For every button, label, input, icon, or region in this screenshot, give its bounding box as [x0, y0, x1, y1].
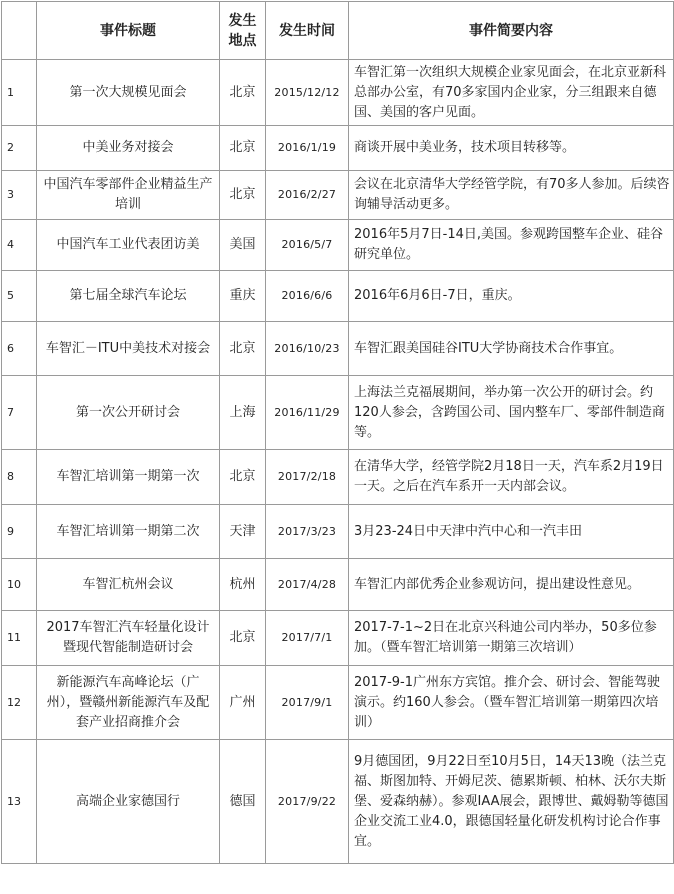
- table-row: [2, 505, 674, 559]
- event-title: 车智汇培训第一期第二次: [37, 505, 220, 559]
- event-summary: 3月23-24日中天津中汽中心和一汽丰田: [349, 505, 674, 559]
- event-date: 2016/6/6: [266, 271, 349, 322]
- event-title: 第一次公开研讨会: [37, 376, 220, 450]
- event-location: 北京: [220, 322, 266, 376]
- event-title: 第一次大规模见面会: [37, 60, 220, 126]
- event-location: 杭州: [220, 559, 266, 611]
- event-location: 北京: [220, 450, 266, 505]
- event-date: 2017/3/23: [266, 505, 349, 559]
- event-summary: 2017-7-1~2日在北京兴科迪公司内举办，50多位参加。（暨车智汇培训第一期第三次培训）: [349, 611, 674, 666]
- event-title: 高端企业家德国行: [37, 740, 220, 864]
- row-number: 5: [2, 271, 37, 322]
- event-summary: 商谈开展中美业务，技术项目转移等。: [349, 126, 674, 171]
- event-location: 北京: [220, 60, 266, 126]
- event-date: 2016/11/29: [266, 376, 349, 450]
- event-date: 2017/9/22: [266, 740, 349, 864]
- event-summary: 9月德国团，9月22日至10月5日，14天13晚（法兰克福、斯图加特、开姆尼茨、德累斯顿、柏林、沃尔夫斯堡、爱森纳赫）。参观IAA展会，跟博世、戴姆勒等德国企业交流工业4.0，跟德国轻量化研发机构讨论合作事宜。: [349, 740, 674, 864]
- event-title: 车智汇杭州会议: [37, 559, 220, 611]
- event-date: 2016/2/27: [266, 171, 349, 220]
- event-date: 2017/2/18: [266, 450, 349, 505]
- event-summary: 会议在北京清华大学经管学院，有70多人参加。后续咨询辅导活动更多。: [349, 171, 674, 220]
- table-row: [2, 740, 674, 864]
- event-location: 北京: [220, 171, 266, 220]
- row-number: 9: [2, 505, 37, 559]
- event-title: 中美业务对接会: [37, 126, 220, 171]
- row-number: 7: [2, 376, 37, 450]
- event-title: 中国汽车工业代表团访美: [37, 220, 220, 271]
- event-date: 2016/1/19: [266, 126, 349, 171]
- event-location: 北京: [220, 611, 266, 666]
- event-title: 2017车智汇汽车轻量化设计暨现代智能制造研讨会: [37, 611, 220, 666]
- header-no: [2, 2, 37, 60]
- event-title: 车智汇－ITU中美技术对接会: [37, 322, 220, 376]
- header-title: 事件标题: [37, 2, 220, 60]
- table-row: [2, 376, 674, 450]
- event-summary: 车智汇跟美国硅谷ITU大学协商技术合作事宜。: [349, 322, 674, 376]
- row-number: 11: [2, 611, 37, 666]
- event-location: 重庆: [220, 271, 266, 322]
- event-summary: 在清华大学，经管学院2月18日一天，汽车系2月19日一天。之后在汽车系开一天内部会议。: [349, 450, 674, 505]
- event-date: 2017/4/28: [266, 559, 349, 611]
- row-number: 10: [2, 559, 37, 611]
- table-row: [2, 271, 674, 322]
- events-table: [1, 1, 674, 864]
- event-location: 德国: [220, 740, 266, 864]
- event-location: 美国: [220, 220, 266, 271]
- table-row: [2, 220, 674, 271]
- event-date: 2017/9/1: [266, 666, 349, 740]
- event-title: 车智汇培训第一期第一次: [37, 450, 220, 505]
- table-row: [2, 559, 674, 611]
- event-summary: 2017-9-1广州东方宾馆。推介会、研讨会、智能驾驶演示。约160人参会。（暨车智汇培训第一期第四次培训）: [349, 666, 674, 740]
- event-date: 2017/7/1: [266, 611, 349, 666]
- row-number: 3: [2, 171, 37, 220]
- header-date: 发生时间: [266, 2, 349, 60]
- event-location: 上海: [220, 376, 266, 450]
- row-number: 8: [2, 450, 37, 505]
- event-date: 2016/10/23: [266, 322, 349, 376]
- row-number: 13: [2, 740, 37, 864]
- event-title: 第七届全球汽车论坛: [37, 271, 220, 322]
- table-row: [2, 322, 674, 376]
- event-location: 天津: [220, 505, 266, 559]
- row-number: 4: [2, 220, 37, 271]
- event-summary: 上海法兰克福展期间，举办第一次公开的研讨会。约120人参会，含跨国公司、国内整车厂、零部件制造商等。: [349, 376, 674, 450]
- event-date: 2015/12/12: [266, 60, 349, 126]
- document-page: [1, 1, 673, 864]
- row-number: 6: [2, 322, 37, 376]
- table-row: [2, 60, 674, 126]
- event-title: 中国汽车零部件企业精益生产培训: [37, 171, 220, 220]
- event-summary: 车智汇内部优秀企业参观访问，提出建设性意见。: [349, 559, 674, 611]
- row-number: 1: [2, 60, 37, 126]
- table-row: [2, 171, 674, 220]
- table-header-row: [2, 2, 674, 60]
- header-summary: 事件简要内容: [349, 2, 674, 60]
- table-row: [2, 611, 674, 666]
- header-location: 发生地点: [220, 2, 266, 60]
- row-number: 12: [2, 666, 37, 740]
- row-number: 2: [2, 126, 37, 171]
- event-summary: 2016年6月6日-7日，重庆。: [349, 271, 674, 322]
- event-title: 新能源汽车高峰论坛（广州），暨赣州新能源汽车及配套产业招商推介会: [37, 666, 220, 740]
- event-date: 2016/5/7: [266, 220, 349, 271]
- event-summary: 2016年5月7日-14日,美国。参观跨国整车企业、硅谷研究单位。: [349, 220, 674, 271]
- event-location: 北京: [220, 126, 266, 171]
- event-summary: 车智汇第一次组织大规模企业家见面会，在北京亚新科总部办公室，有70多家国内企业家，分三组跟来自德国、美国的客户见面。: [349, 60, 674, 126]
- event-location: 广州: [220, 666, 266, 740]
- table-row: [2, 450, 674, 505]
- table-row: [2, 126, 674, 171]
- table-row: [2, 666, 674, 740]
